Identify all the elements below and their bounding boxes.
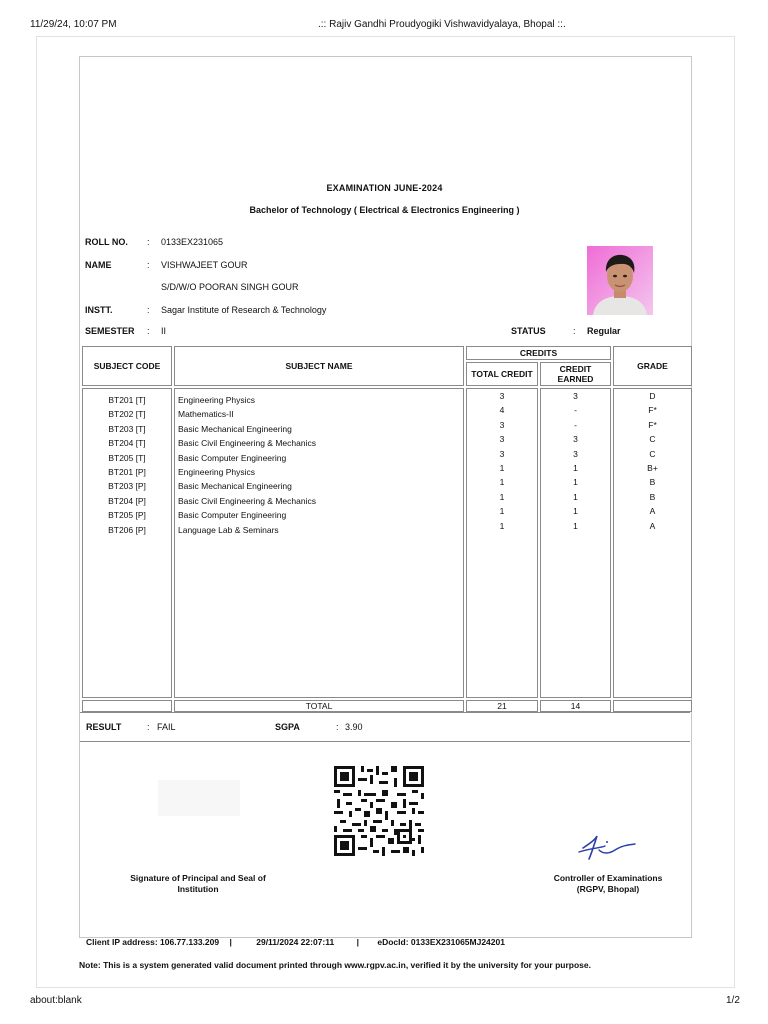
result-label: RESULT [86,722,122,732]
credit-earned: 1 [573,477,578,488]
credit-earned: 1 [573,462,578,473]
credit-earned: 1 [573,520,578,531]
sgpa-label: SGPA [275,722,300,732]
grade: B [649,477,656,488]
subject-code: BT204 [P] [108,495,146,506]
total-credit: 1 [499,477,505,488]
subject-name: Basic Mechanical Engineering [178,481,292,492]
subject-code: BT204 [T] [108,438,146,449]
semester-value: II [161,326,167,336]
print-url: about:blank [30,995,82,1006]
subject-code: BT203 [T] [108,423,146,434]
print-datetime: 11/29/24, 10:07 PM [30,19,117,30]
colon: : [147,305,150,315]
sgpa-value: 3.90 [345,722,363,732]
subject-code: BT202 [T] [108,409,146,420]
controller-org: (RGPV, Bhopal) [576,884,640,894]
header-grade: GRADE [613,346,692,386]
subject-name: Basic Mechanical Engineering [178,423,292,434]
credit-earned: 3 [573,448,578,459]
signature-image [575,826,637,864]
status-value: Regular [587,326,621,336]
seal-area [158,780,240,816]
subject-name: Engineering Physics [178,466,256,477]
controller-title: Controller of Examinations [553,873,663,883]
total-credit: 3 [499,391,505,401]
principal-signature-label: Signature of Principal and Seal of Institution [130,873,266,894]
colon: : [147,722,150,732]
total-credit: 1 [499,520,505,531]
client-info-line: Client IP address: 106.77.133.209 | 29/11/2024 22:07:11 | eDocId: 0133EX231065MJ24201 [86,937,505,947]
subject-code: BT201 [P] [108,466,146,477]
totals-row [82,700,692,712]
grades-column [613,388,692,698]
credit-earned: 3 [573,391,578,401]
result-value: FAIL [157,722,176,732]
credit-earned: - [574,419,577,430]
credits-earned-column [540,388,611,698]
subject-code: BT203 [P] [108,481,146,492]
subject-name: Basic Civil Engineering & Mechanics [178,438,316,449]
student-photo [587,246,653,315]
subject-name: Basic Civil Engineering & Mechanics [178,495,316,506]
total-credit: 3 [499,448,505,459]
name-label: NAME [85,260,112,270]
semester-label: SEMESTER [85,326,135,336]
grade: C [649,434,656,445]
print-page-number: 1/2 [726,995,740,1006]
total-credits-column [466,388,538,698]
colon: : [336,722,339,732]
grade: D [649,391,656,401]
subject-names-column [174,388,464,698]
subject-name: Language Lab & Seminars [178,524,279,535]
qr-code-icon [334,766,424,856]
grade: A [649,520,656,531]
exam-title: EXAMINATION JUNE-2024 [326,183,443,193]
institute-label: INSTT. [85,305,113,315]
subject-name: Basic Computer Engineering [178,452,287,463]
total-credit: 3 [499,419,505,430]
subjects-body [82,388,692,698]
colon: : [573,326,576,336]
grade: C [649,448,656,459]
roll-number: 0133EX231065 [161,237,224,247]
subject-codes-column [82,388,172,698]
total-label: TOTAL [174,700,464,712]
credit-earned: 1 [573,506,578,517]
total-credit: 1 [499,462,505,473]
colon: : [147,237,150,247]
total-credit-sum: 21 [466,700,538,712]
subject-name: Basic Computer Engineering [178,510,287,521]
credit-earned: 1 [573,491,578,502]
grade: F* [648,405,657,416]
grade: B+ [647,462,658,473]
header-credit-earned: CREDIT EARNED [540,362,611,386]
system-note: Note: This is a system generated valid document printed through www.rgpv.ac.in, verified it by the university for your purpose. [79,960,591,970]
roll-label: ROLL NO. [85,237,128,247]
subject-code: BT205 [T] [108,452,146,463]
colon: : [147,326,150,336]
client-ip: Client IP address: 106.77.133.209 [86,937,220,947]
header-subject-code: SUBJECT CODE [82,346,172,386]
student-name: VISHWAJEET GOUR [161,260,248,270]
institute-name: Sagar Institute of Research & Technology [161,305,327,315]
header-total-credit: TOTAL CREDIT [466,362,538,386]
subject-name: Mathematics-II [178,409,234,420]
subject-code: BT205 [P] [108,510,146,521]
status-label: STATUS [511,326,546,336]
program-name: Bachelor of Technology ( Electrical & Electronics Engineering ) [249,205,520,215]
grade: F* [648,419,657,430]
total-credit: 1 [499,506,505,517]
print-page-title: .:: Rajiv Gandhi Proudyogiki Vishwavidyalaya, Bhopal ::. [318,19,566,30]
colon: : [147,260,150,270]
parent-name: S/D/W/O POORAN SINGH GOUR [161,282,299,292]
subject-code: BT206 [P] [108,524,146,535]
controller-signature-label [533,873,683,895]
credit-earned: 3 [573,434,578,445]
edoc-id: eDocId: 0133EX231065MJ24201 [377,937,505,947]
header-credits: CREDITS [466,346,611,360]
total-credit: 1 [499,491,505,502]
header-subject-name: SUBJECT NAME [174,346,464,386]
total-credit: 4 [499,405,505,416]
grade: B [649,491,656,502]
subject-name: Engineering Physics [178,395,256,405]
total-credit: 3 [499,434,505,445]
grade: A [649,506,656,517]
total-earned-sum: 14 [540,700,611,712]
print-datetime-stamp: 29/11/2024 22:07:11 [256,937,335,947]
grades-table [80,344,694,714]
credit-earned: - [574,405,577,416]
subject-code: BT201 [T] [108,395,146,405]
